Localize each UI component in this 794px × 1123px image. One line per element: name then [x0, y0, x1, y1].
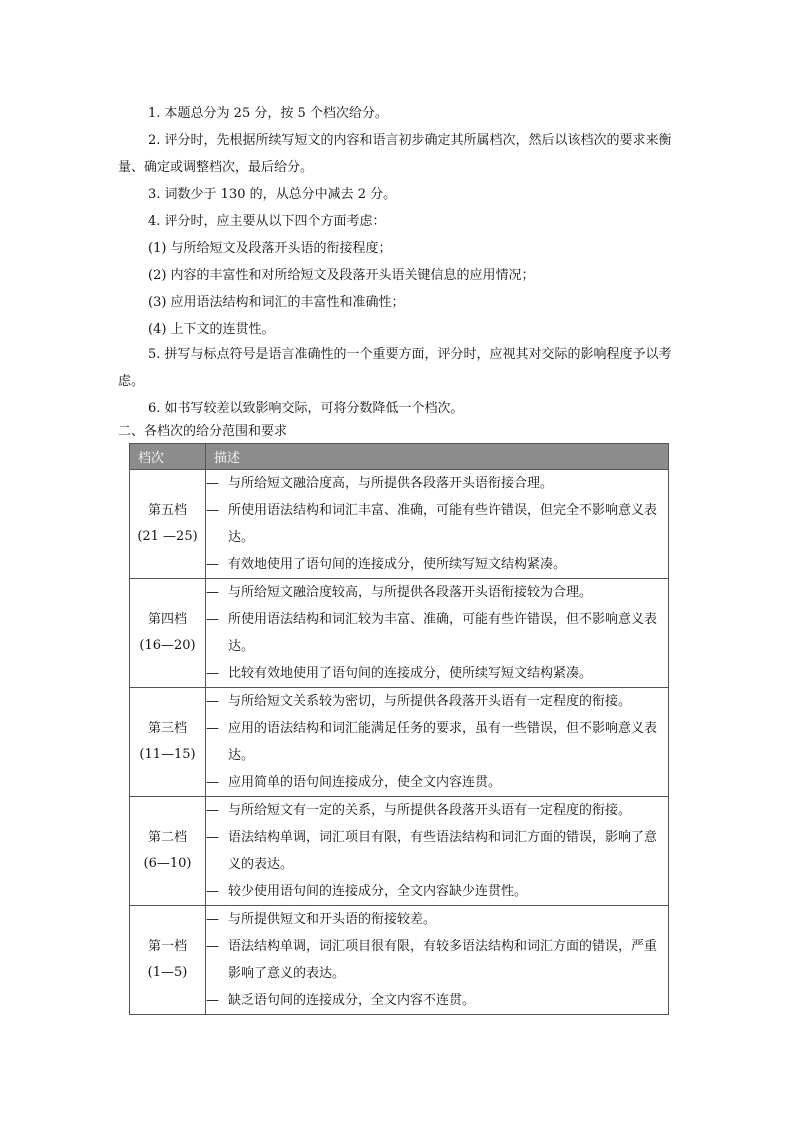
dash-bullet: —: [206, 939, 219, 954]
grade-description-cell: [206, 906, 669, 1015]
instruction-3: 3. 词数少于 130 的，从总分中减去 2 分。: [148, 187, 397, 202]
grade-range: (6—10): [143, 856, 192, 871]
dash-bullet: —: [206, 612, 219, 627]
grade-level: 第四档: [147, 612, 187, 627]
criterion-item: — 与所给短文关系较为密切，与所提供各段落开头语有一定程度的衔接。: [206, 688, 668, 715]
dash-bullet: —: [206, 803, 219, 818]
dash-bullet: —: [206, 557, 219, 572]
grade-range: (16—20): [139, 638, 196, 653]
grade-level-cell: [130, 470, 206, 579]
instruction-5: 5. 拼写与标点符号是语言准确性的一个重要方面，评分时，应视其对交际的影响程度予以考虑。: [118, 347, 672, 389]
grade-description-cell: [206, 797, 669, 906]
table-header-row: [130, 444, 669, 470]
table-row: [130, 906, 669, 1015]
header-description: 描述: [206, 444, 669, 470]
dash-bullet: —: [206, 666, 219, 681]
criterion-item: — 较少使用语句间的连接成分，全文内容缺少连贯性。: [206, 878, 668, 905]
criterion-item: — 语法结构单调，词汇项目有限，有些语法结构和词汇方面的错误，影响了意义的表达。: [206, 824, 668, 878]
dash-bullet: —: [206, 912, 219, 927]
instruction-1: 1. 本题总分为 25 分，按 5 个档次给分。: [148, 106, 388, 121]
instruction-4-sub-1: (1) 与所给短文及段落开头语的衔接程度；: [148, 241, 392, 256]
criterion-item: — 所使用语法结构和词汇丰富、准确，可能有些许错误，但完全不影响意义表达。: [206, 497, 668, 551]
grade-level: 第三档: [147, 721, 187, 736]
table-row: [130, 797, 669, 906]
grade-description-cell: [206, 470, 669, 579]
dash-bullet: —: [206, 694, 219, 709]
criterion-item: — 应用的语法结构和词汇能满足任务的要求，虽有一些错误，但不影响意义表达。: [206, 715, 668, 769]
criterion-item: — 与所提供短文和开头语的衔接较差。: [206, 906, 668, 933]
dash-bullet: —: [206, 884, 219, 899]
grade-description-cell: [206, 579, 669, 688]
criterion-item: — 与所给短文融洽度较高，与所提供各段落开头语衔接较为合理。: [206, 579, 668, 606]
dash-bullet: —: [206, 585, 219, 600]
dash-bullet: —: [206, 503, 219, 518]
criterion-item: — 语法结构单调，词汇项目很有限，有较多语法结构和词汇方面的错误，严重影响了意义的表达。: [206, 933, 668, 987]
dash-bullet: —: [206, 993, 219, 1008]
grade-level-cell: [130, 688, 206, 797]
grade-description-cell: [206, 688, 669, 797]
header-level: 档次: [130, 444, 206, 470]
dash-bullet: —: [206, 721, 219, 736]
criterion-item: — 比较有效地使用了语句间的连接成分，使所续写短文结构紧凑。: [206, 660, 668, 687]
grading-table: [129, 443, 669, 1015]
instruction-4-sub-3: (3) 应用语法结构和词汇的丰富性和准确性；: [148, 295, 405, 310]
criterion-item: — 与所给短文有一定的关系，与所提供各段落开头语有一定程度的衔接。: [206, 797, 668, 824]
grade-level-cell: [130, 906, 206, 1015]
instruction-6: 6. 如书写较差以致影响交际，可将分数降低一个档次。: [148, 401, 464, 416]
instruction-4-sub-4: (4) 上下文的连贯性。: [148, 322, 275, 337]
grade-level: 第一档: [147, 939, 187, 954]
grade-level-cell: [130, 579, 206, 688]
table-row: [130, 688, 669, 797]
criterion-item: — 缺乏语句间的连接成分，全文内容不连贯。: [206, 987, 668, 1014]
dash-bullet: —: [206, 830, 219, 845]
instruction-4: 4. 评分时，应主要从以下四个方面考虑：: [148, 214, 386, 229]
table-row: [130, 579, 669, 688]
grade-level-cell: [130, 797, 206, 906]
criterion-item: — 应用简单的语句间连接成分，使全文内容连贯。: [206, 769, 668, 796]
table-row: [130, 470, 669, 579]
criterion-item: — 所使用语法结构和词汇较为丰富、准确，可能有些许错误，但不影响意义表达。: [206, 606, 668, 660]
instruction-2: 2. 评分时，先根据所续写短文的内容和语言初步确定其所属档次，然后以该档次的要求来衡量、确定或调整档次，最后给分。: [118, 133, 672, 175]
grade-range: (1—5): [147, 965, 188, 980]
dash-bullet: —: [206, 775, 219, 790]
criterion-item: — 与所给短文融洽度高，与所提供各段落开头语衔接合理。: [206, 470, 668, 497]
grade-level: 第五档: [147, 503, 187, 518]
instruction-4-sub-2: (2) 内容的丰富性和对所给短文及段落开头语关键信息的应用情况；: [148, 268, 535, 283]
grade-level: 第二档: [147, 830, 187, 845]
grade-range: (11—15): [139, 747, 196, 762]
section-heading: 二、各档次的给分范围和要求: [118, 424, 288, 439]
dash-bullet: —: [206, 476, 219, 491]
criterion-item: — 有效地使用了语句间的连接成分，使所续写短文结构紧凑。: [206, 551, 668, 578]
grade-range: (21 —25): [137, 529, 198, 544]
